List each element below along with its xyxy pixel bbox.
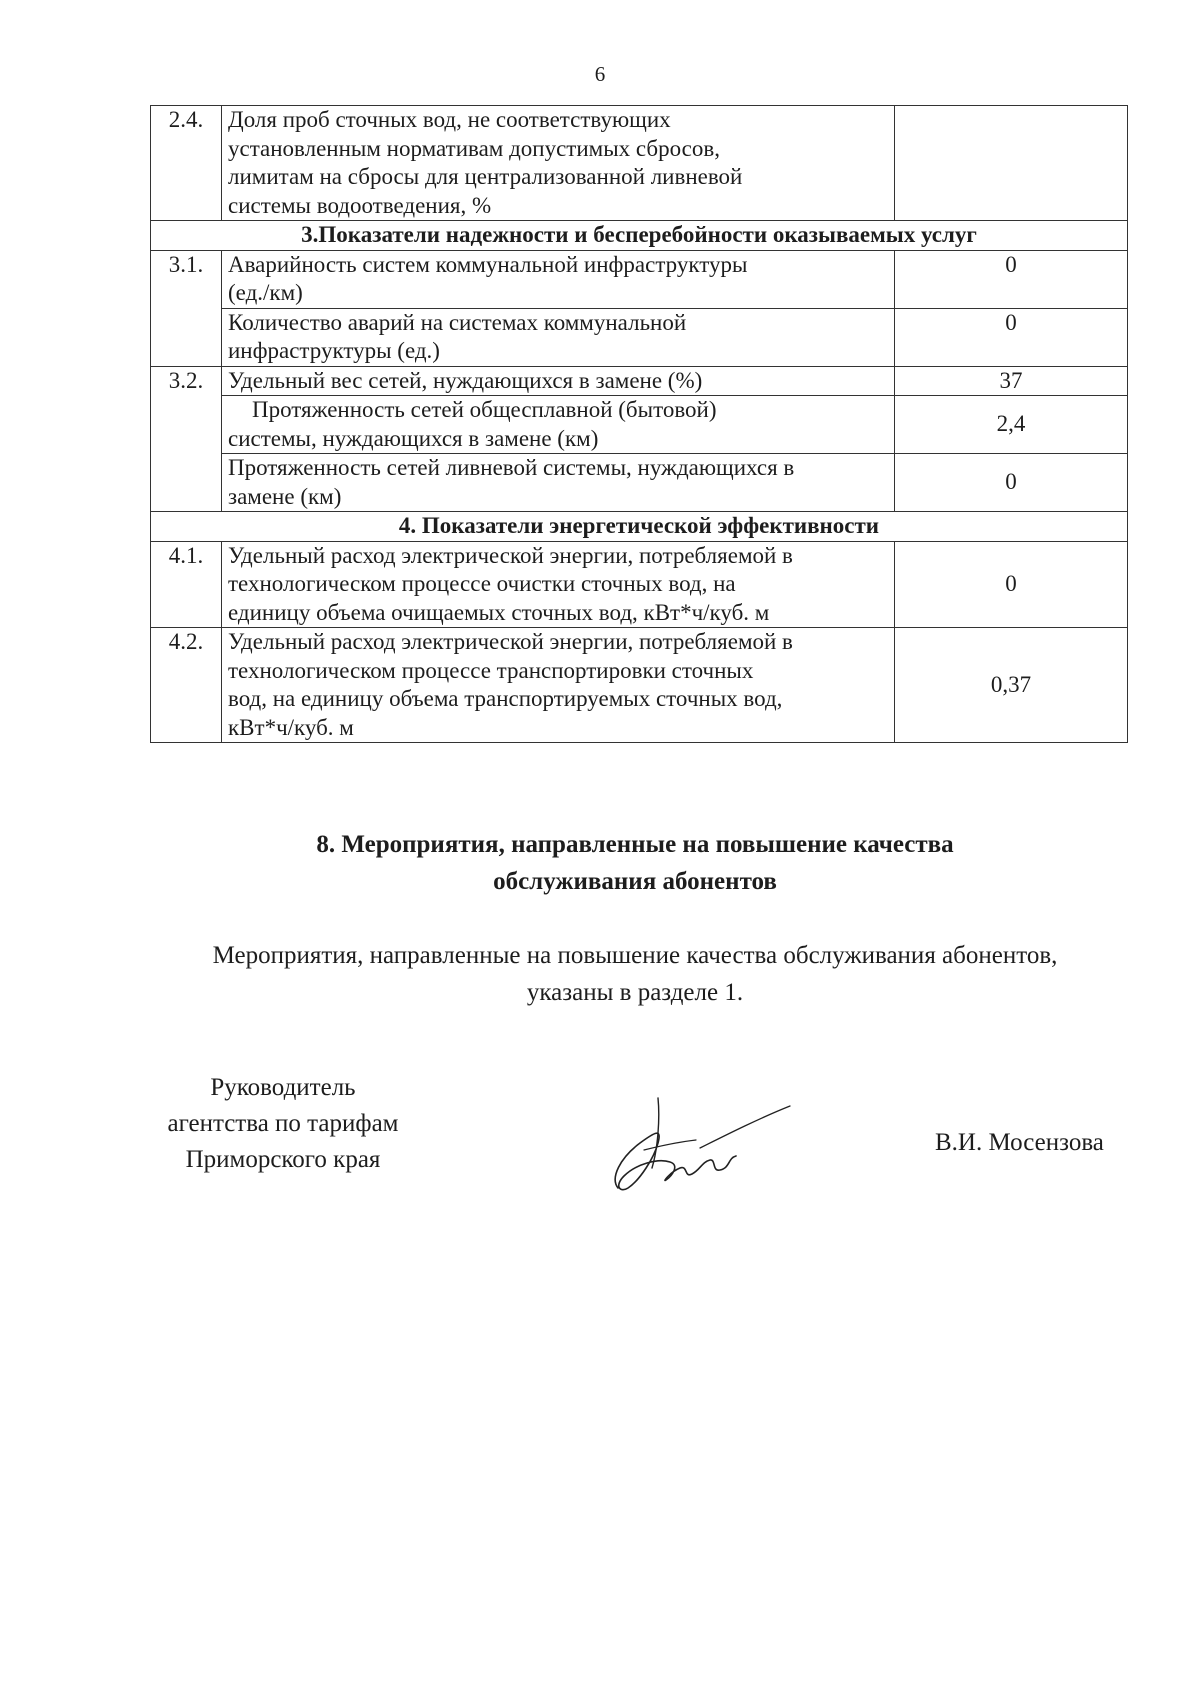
table-row bbox=[151, 396, 1128, 454]
section-row bbox=[151, 221, 1128, 251]
row-description bbox=[222, 106, 895, 221]
signer-title-line: Приморского края bbox=[185, 1146, 381, 1173]
section-heading bbox=[0, 826, 1200, 900]
description-line: единицу объема очищаемых сточных вод, кВт*ч/куб. м bbox=[228, 599, 770, 625]
description-line: Количество аварий на системах коммунальной bbox=[228, 309, 687, 335]
heading-line: обслуживания абонентов bbox=[493, 868, 777, 895]
row-description bbox=[222, 366, 895, 396]
table-row bbox=[151, 106, 1128, 221]
description-line: установленным нормативам допустимых сбросов, bbox=[228, 135, 720, 161]
section-title-4: 4. Показатели энергетической эффективности bbox=[151, 512, 1128, 542]
description-line: вод, на единицу объема транспортируемых сточных вод, bbox=[228, 686, 783, 711]
signer-title-line: агентства по тарифам bbox=[167, 1110, 399, 1137]
row-value: 37 bbox=[895, 366, 1128, 396]
description-line: системы водоотведения, % bbox=[228, 192, 492, 218]
page-number: 6 bbox=[594, 62, 606, 86]
description-line: Протяженность сетей ливневой системы, нуждающихся в bbox=[228, 455, 795, 480]
table-row bbox=[151, 366, 1128, 396]
body-paragraph bbox=[0, 937, 1200, 1011]
description-line: инфраструктуры (ед.) bbox=[228, 338, 440, 363]
description-line: Доля проб сточных вод, не соответствующих bbox=[228, 107, 671, 132]
row-number: 2.4. bbox=[151, 106, 222, 221]
description-line: кВт*ч/куб. м bbox=[228, 714, 354, 740]
row-description bbox=[222, 308, 895, 366]
indicators-table bbox=[150, 105, 1128, 743]
description-line: (ед./км) bbox=[228, 280, 303, 305]
row-value: 0 bbox=[895, 308, 1128, 366]
heading-line: 8. Мероприятия, направленные на повышение качества bbox=[316, 831, 954, 858]
row-number: 4.2. bbox=[151, 628, 222, 743]
description-line: Протяженность сетей общесплавной (бытовой) bbox=[252, 397, 717, 422]
row-description bbox=[222, 628, 895, 743]
row-value bbox=[895, 106, 1128, 221]
description-line: технологическом процессе очистки сточных вод, на bbox=[228, 571, 736, 596]
row-description bbox=[222, 541, 895, 628]
paragraph-line: указаны в разделе 1. bbox=[526, 979, 744, 1006]
paragraph-line: Мероприятия, направленные на повышение качества обслуживания абонентов, bbox=[212, 942, 1058, 969]
row-number: 3.2. bbox=[151, 366, 222, 512]
description-line: Удельный расход электрической энергии, потребляемой в bbox=[228, 629, 793, 654]
row-value: 0,37 bbox=[895, 628, 1128, 743]
handwritten-signature bbox=[600, 1088, 800, 1198]
description-line: системы, нуждающихся в замене (км) bbox=[228, 425, 599, 451]
row-description bbox=[222, 396, 895, 454]
row-description bbox=[222, 454, 895, 512]
description-line: лимитам на сбросы для централизованной ливневой bbox=[228, 164, 743, 189]
row-value: 0 bbox=[895, 250, 1128, 308]
signer-name: В.И. Мосензова bbox=[935, 1129, 1104, 1156]
table-row bbox=[151, 628, 1128, 743]
description-line: технологическом процессе транспортировки сточных bbox=[228, 657, 754, 683]
signer-title-line: Руководитель bbox=[210, 1074, 356, 1101]
table-row bbox=[151, 454, 1128, 512]
row-value: 2,4 bbox=[895, 396, 1128, 454]
row-value: 0 bbox=[895, 454, 1128, 512]
section-title-3: 3.Показатели надежности и бесперебойности оказываемых услуг bbox=[151, 221, 1128, 251]
description-line: Аварийность систем коммунальной инфраструктуры bbox=[228, 251, 748, 277]
description-line: замене (км) bbox=[228, 483, 342, 509]
table-row bbox=[151, 308, 1128, 366]
section-row bbox=[151, 512, 1128, 542]
signer-title bbox=[138, 1070, 428, 1178]
description-line: Удельный вес сетей, нуждающихся в замене (%) bbox=[228, 367, 703, 393]
table-row bbox=[151, 541, 1128, 628]
row-number: 4.1. bbox=[151, 541, 222, 628]
row-description bbox=[222, 250, 895, 308]
table-row bbox=[151, 250, 1128, 308]
row-value: 0 bbox=[895, 541, 1128, 628]
description-line: Удельный расход электрической энергии, потребляемой в bbox=[228, 542, 793, 568]
row-number: 3.1. bbox=[151, 250, 222, 366]
